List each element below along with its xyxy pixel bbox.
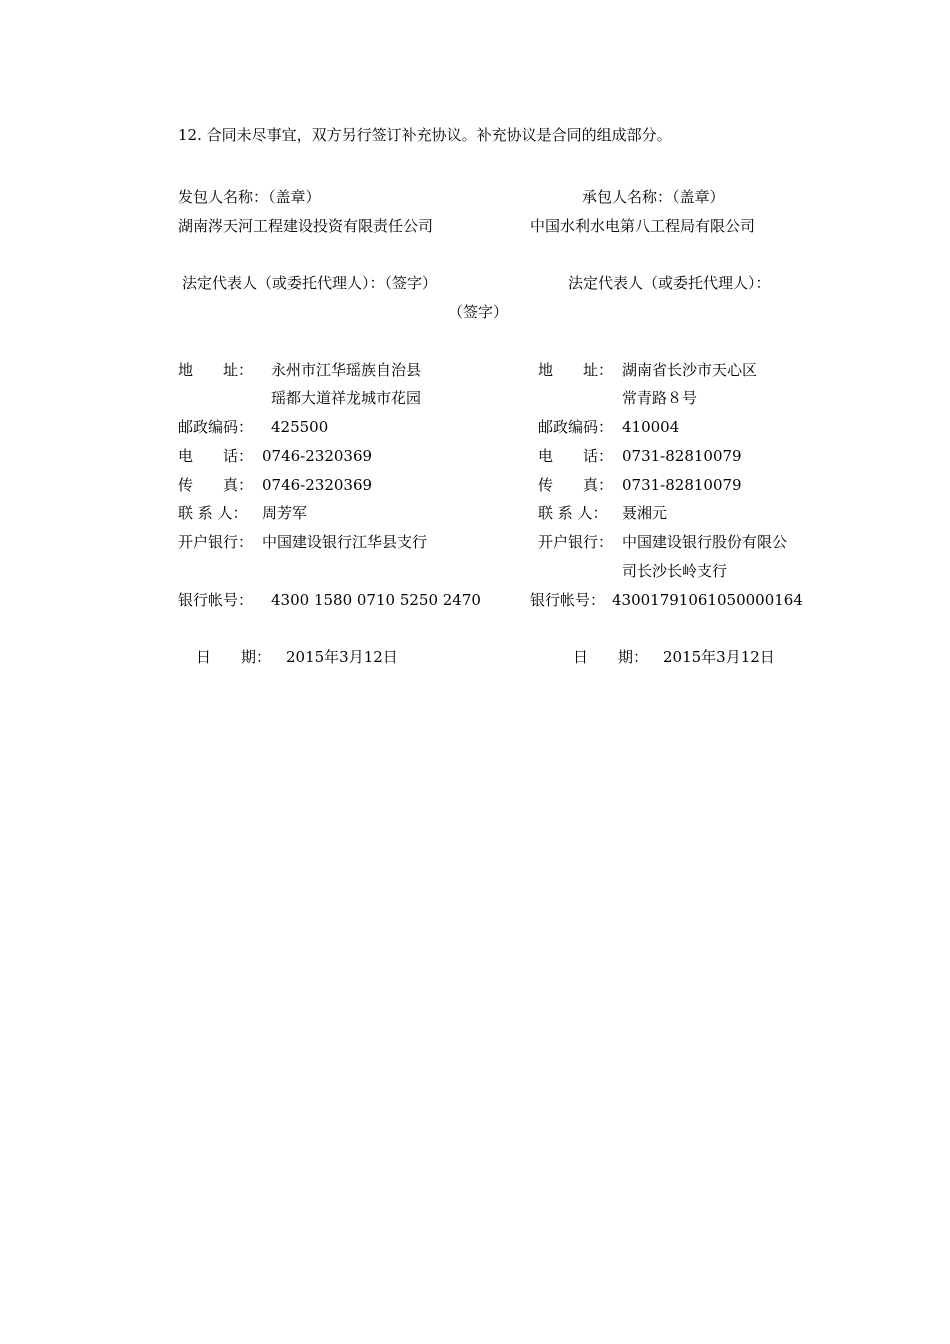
- contractor-account-label: 银行帐号：: [530, 591, 606, 609]
- employer-contact-label: 联 系 人：: [178, 504, 248, 522]
- employer-rep-label: 法定代表人（或委托代理人）：（签字）: [182, 274, 438, 292]
- contractor-rep-label: 法定代表人（或委托代理人）：: [568, 274, 771, 292]
- contractor-date-label: 日 期：: [573, 648, 649, 666]
- employer-name: 湖南涔天河工程建设投资有限责任公司: [178, 217, 434, 235]
- contractor-address-line2: 常青路８号: [622, 389, 698, 407]
- employer-fax-label: 传 真：: [178, 476, 254, 494]
- employer-bank-label: 开户银行：: [178, 533, 254, 551]
- employer-address-label: 地 址：: [178, 361, 254, 379]
- contractor-date: 2015年3月12日: [663, 648, 775, 666]
- employer-account-label: 银行帐号：: [178, 591, 254, 609]
- supplement-clause: 12. 合同未尽事宜，双方另行签订补充协议。补充协议是合同的组成部分。: [178, 126, 672, 144]
- contractor-contact-label: 联 系 人：: [538, 504, 608, 522]
- contractor-postcode-label: 邮政编码：: [538, 418, 614, 436]
- contractor-name: 中国水利水电第八工程局有限公司: [530, 217, 756, 235]
- employer-address-line1: 永州市江华瑶族自治县: [271, 361, 422, 379]
- contractor-rep-sign: （签字）: [448, 303, 509, 321]
- contractor-address-label: 地 址：: [538, 361, 614, 379]
- employer-address-line2: 瑶都大道祥龙城市花园: [271, 389, 422, 407]
- contractor-bank-line1: 中国建设银行股份有限公: [622, 533, 788, 551]
- employer-phone-label: 电 话：: [178, 447, 254, 465]
- employer-date: 2015年3月12日: [286, 648, 398, 666]
- contractor-fax-label: 传 真：: [538, 476, 614, 494]
- contractor-address-line1: 湖南省长沙市天心区: [622, 361, 758, 379]
- contractor-bank-label: 开户银行：: [538, 533, 614, 551]
- contractor-phone-label: 电 话：: [538, 447, 614, 465]
- employer-date-label: 日 期：: [196, 648, 272, 666]
- employer-name-label: 发包人名称：（盖章）: [178, 188, 321, 206]
- employer-bank: 中国建设银行江华县支行: [262, 533, 428, 551]
- employer-postcode: 425500: [271, 418, 329, 436]
- contractor-name-label: 承包人名称：（盖章）: [582, 188, 725, 206]
- contractor-postcode: 410004: [622, 418, 680, 436]
- contractor-account: 43001791061050000164: [612, 591, 803, 609]
- contractor-bank-line2: 司长沙长岭支行: [622, 562, 728, 580]
- contractor-contact: 聂湘元: [622, 504, 668, 522]
- employer-fax: 0746-2320369: [262, 476, 373, 494]
- employer-postcode-label: 邮政编码：: [178, 418, 254, 436]
- contractor-fax: 0731-82810079: [622, 476, 742, 494]
- employer-contact: 周芳军: [262, 504, 308, 522]
- contractor-phone: 0731-82810079: [622, 447, 742, 465]
- employer-account: 4300 1580 0710 5250 2470: [271, 591, 481, 609]
- employer-phone: 0746-2320369: [262, 447, 373, 465]
